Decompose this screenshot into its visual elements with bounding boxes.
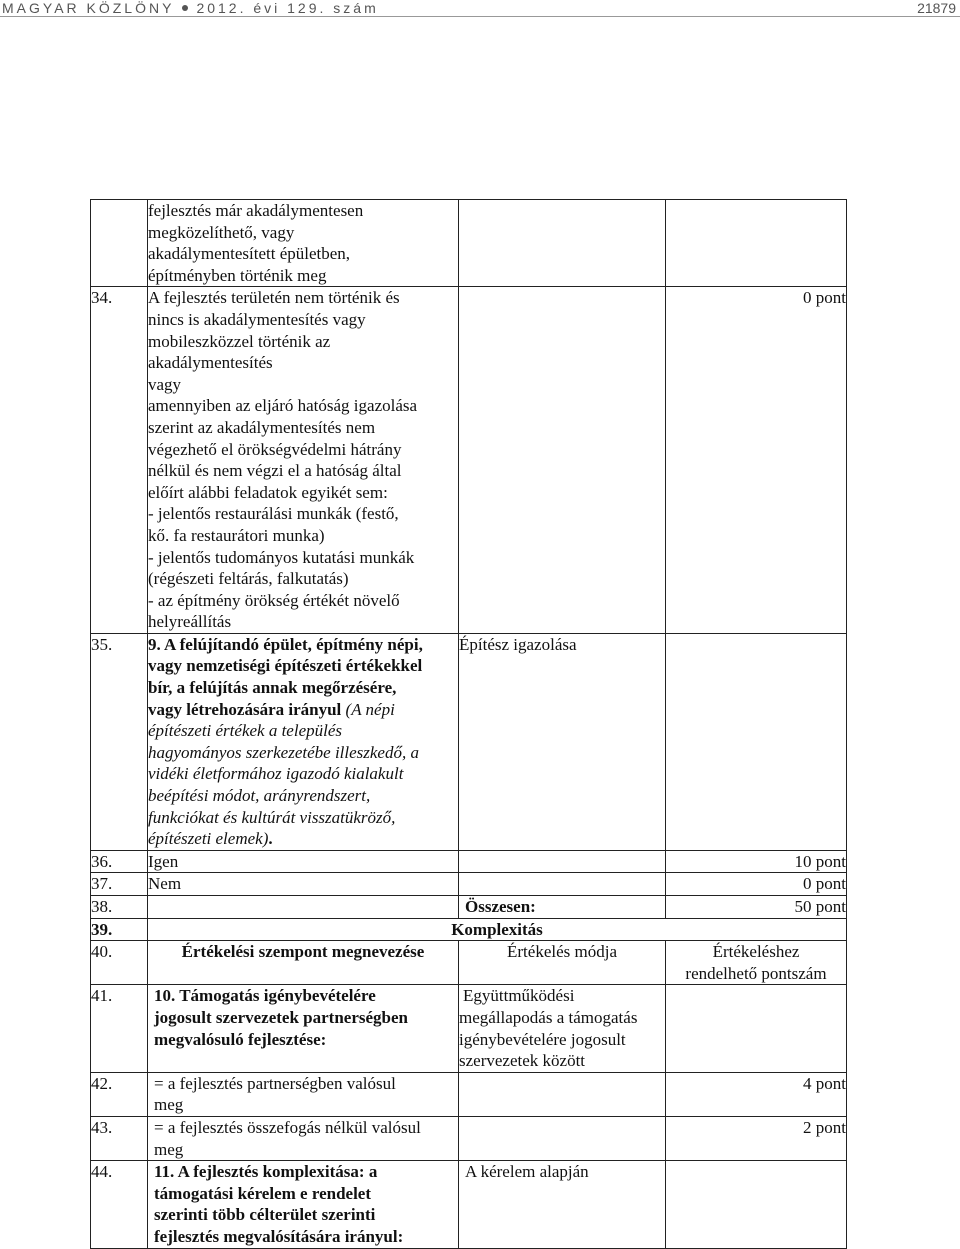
row-number: 43. <box>91 1116 148 1160</box>
page-header <box>0 0 960 26</box>
text-line: - az építmény örökség értékét növelő <box>148 590 400 610</box>
method-cell <box>459 1116 666 1160</box>
column-header-points <box>666 941 847 985</box>
text-line: beépítési módot, arányrendszert, <box>148 786 371 806</box>
text-line: - jelentős tudományos kutatási munkák <box>148 547 415 567</box>
points-cell <box>666 200 847 287</box>
text-line: építészeti elemek) <box>148 829 269 849</box>
text-line: vagy nemzetiségi építészeti értékekkel <box>148 656 423 676</box>
text-line: szerinti több célterület szerinti <box>154 1205 376 1225</box>
journal-title: MAGYAR KÖZLÖNY <box>2 0 175 16</box>
points-cell <box>666 633 847 850</box>
text-line: - jelentős restaurálási munkák (festő, <box>148 504 399 524</box>
column-header-method: Értékelés módja <box>459 941 666 985</box>
text-line: előírt alábbi feladatok egyikét sem: <box>148 482 388 502</box>
text-line: építményben történik meg <box>148 265 327 285</box>
table-row-44 <box>91 1161 847 1248</box>
bullet-separator <box>182 5 188 11</box>
points-value: 4 pont <box>666 1072 847 1116</box>
total-label: Összesen: <box>459 896 666 919</box>
table-row-39 <box>91 918 847 941</box>
column-header-criterion: Értékelési szempont megnevezése <box>148 941 459 985</box>
text-line: vagy létrehozására irányul <box>148 699 342 719</box>
text-line: támogatási kérelem e rendelet <box>154 1183 371 1203</box>
row-number: 37. <box>91 873 148 896</box>
text-line: = a fejlesztés partnerségben valósul <box>154 1073 396 1093</box>
row-number: 44. <box>91 1161 148 1248</box>
table-row-34 <box>91 287 847 634</box>
text-line: (A népi <box>345 699 395 719</box>
row-number: 40. <box>91 941 148 985</box>
text-line: jogosult szervezetek partnerségben <box>154 1007 408 1027</box>
journal-info <box>2 0 379 16</box>
row-number: 36. <box>91 850 148 873</box>
row-number: 41. <box>91 985 148 1072</box>
row-number: 42. <box>91 1072 148 1116</box>
issue-label: 2012. évi 129. szám <box>196 0 379 16</box>
total-points: 50 pont <box>666 896 847 919</box>
text-line: vagy <box>148 374 182 394</box>
points-value: 10 pont <box>666 850 847 873</box>
criterion-cell <box>148 287 459 634</box>
method-cell <box>459 287 666 634</box>
table-row-38 <box>91 896 847 919</box>
text-line: megvalósuló fejlesztése: <box>154 1029 327 1049</box>
criterion-cell <box>148 1161 459 1248</box>
table-row-43 <box>91 1116 847 1160</box>
text-line: fejlesztés már akadálymentesen <box>148 201 364 220</box>
row-number: 35. <box>91 633 148 850</box>
text-line: funkciókat és kultúrát visszatükröző, <box>148 807 396 827</box>
table-row-36 <box>91 850 847 873</box>
criterion-cell <box>148 633 459 850</box>
criterion-cell <box>148 985 459 1072</box>
text-line: hagyományos szerkezetébe illeszkedő, a <box>148 742 419 762</box>
text-line: kő. fa restaurátori munka) <box>148 525 325 545</box>
row-number: 38. <box>91 896 148 919</box>
method-cell <box>459 873 666 896</box>
header-rule <box>0 16 960 17</box>
text-line: rendelhető pontszám <box>685 963 827 983</box>
text-line: A fejlesztés területén nem történik és <box>148 288 400 308</box>
row-number-cell <box>91 200 148 287</box>
text-line: akadálymentesítés <box>148 353 273 373</box>
text-line: nincs is akadálymentesítés vagy <box>148 309 366 329</box>
text-line: nélkül és nem végzi el a hatóság által <box>148 461 402 481</box>
text-line: építészeti értékek a település <box>148 721 342 741</box>
text-line: végezhető el örökségvédelmi hátrány <box>148 439 402 459</box>
text-line: fejlesztés megvalósítására irányul: <box>154 1226 404 1246</box>
text-line: amennyiben az eljáró hatóság igazolása <box>148 396 418 416</box>
table-row-41 <box>91 985 847 1072</box>
text-line: helyreállítás <box>148 612 232 632</box>
text-line: 9. A felújítandó épület, építmény népi, <box>148 634 423 654</box>
text-line: mobileszközzel történik az <box>148 331 331 351</box>
criterion-cell <box>148 896 459 919</box>
section-title: Komplexitás <box>148 918 847 941</box>
row-number: 34. <box>91 287 148 634</box>
criterion-cell <box>148 1072 459 1116</box>
text-line: vidéki életformához igazodó kialakult <box>148 764 404 784</box>
points-value: 0 pont <box>666 287 847 634</box>
text-line: Együttműködési <box>463 986 575 1006</box>
table-row-42 <box>91 1072 847 1116</box>
text-line: megállapodás a támogatás <box>459 1007 638 1027</box>
closing-period: . <box>268 829 273 849</box>
points-value: 0 pont <box>666 873 847 896</box>
text-line: 11. A fejlesztés komplexitása: a <box>154 1162 378 1182</box>
text-line: Értékeléshez <box>712 942 800 962</box>
text-line: akadálymentesített épületben, <box>148 244 351 264</box>
table-row-35 <box>91 633 847 850</box>
text-line: szerint az akadálymentesítés nem <box>148 417 376 437</box>
text-line: = a fejlesztés összefogás nélkül valósul <box>154 1117 421 1137</box>
method-cell <box>459 850 666 873</box>
text-line: szervezetek között <box>459 1051 586 1071</box>
method-cell <box>459 985 666 1072</box>
text-line: igénybevételére jogosult <box>459 1029 626 1049</box>
criterion-cell <box>148 200 459 287</box>
text-line: meg <box>154 1095 184 1115</box>
criterion-value: Igen <box>148 850 459 873</box>
row-number: 39. <box>91 918 148 941</box>
table-row-40 <box>91 941 847 985</box>
text-line: (régészeti feltárás, falkutatás) <box>148 569 349 589</box>
points-cell <box>666 1161 847 1248</box>
table-row-continuation <box>91 200 847 287</box>
criterion-cell <box>148 1116 459 1160</box>
method-value: A kérelem alapján <box>459 1161 666 1248</box>
page-number: 21879 <box>917 0 956 16</box>
criterion-value: Nem <box>148 873 459 896</box>
table-row-37 <box>91 873 847 896</box>
points-value: 2 pont <box>666 1116 847 1160</box>
text-line: meg <box>154 1139 184 1159</box>
points-cell <box>666 985 847 1072</box>
text-line: bír, a felújítás annak megőrzésére, <box>148 678 397 698</box>
criteria-table <box>90 199 847 1249</box>
text-line: megközelíthető, vagy <box>148 222 295 242</box>
method-value: Építész igazolása <box>459 633 666 850</box>
method-cell <box>459 1072 666 1116</box>
method-cell <box>459 200 666 287</box>
text-line: 10. Támogatás igénybevételére <box>154 986 376 1006</box>
